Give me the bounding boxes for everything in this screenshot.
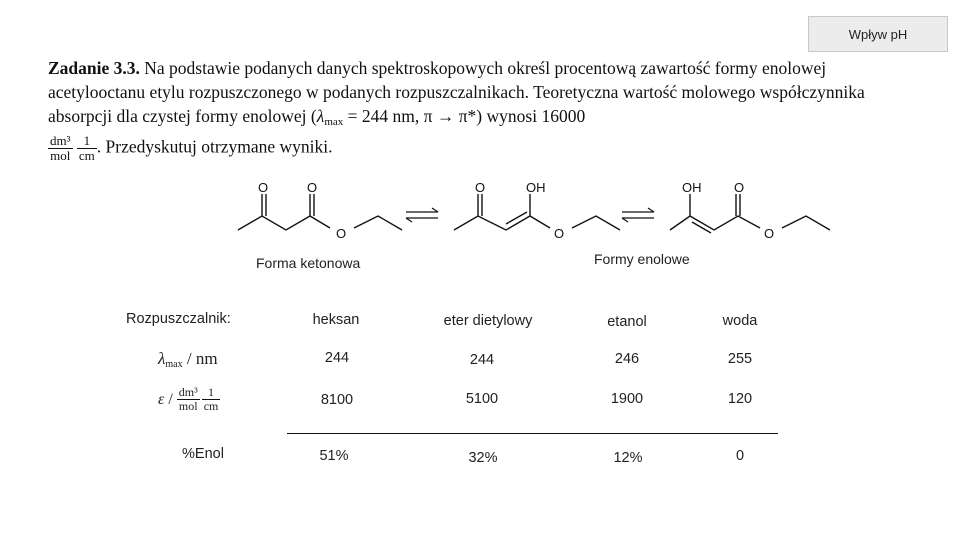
keto-oxygen-2: O <box>307 180 318 195</box>
enol-form-1-structure <box>454 194 620 230</box>
solvent-eter-dietylowy: eter dietylowy <box>443 313 533 329</box>
enol1-oxygen: O <box>475 180 486 195</box>
enol2-oxygen: O <box>734 180 745 195</box>
enol2-ester-oxygen: O <box>764 226 775 241</box>
epsilon-heksan: 8100 <box>320 392 354 408</box>
unit-fraction-volume <box>48 134 73 163</box>
lambda-row-unit: / nm <box>182 349 218 368</box>
tautomerism-scheme <box>230 172 840 252</box>
epsilon-woda: 120 <box>727 391 753 407</box>
table-separator-line <box>287 433 778 434</box>
epsilon-unit-den: mol <box>178 399 198 413</box>
task-text-part2: = 244 nm, π → π*) wynosi 16000 <box>343 106 586 126</box>
lambda-heksan: 244 <box>324 350 350 366</box>
enol-woda: 0 <box>735 448 745 464</box>
lambda-eter: 244 <box>469 352 495 368</box>
enol-etanol: 12% <box>613 450 643 466</box>
slide-tag <box>808 16 948 52</box>
lambda-symbol: λ <box>316 106 325 126</box>
lambda-subscript: max <box>324 116 344 128</box>
keto-oxygen-1: O <box>258 180 269 195</box>
lambda-etanol: 246 <box>614 351 640 367</box>
unit-fraction-length <box>77 134 97 163</box>
task-text-part1: Na podstawie podanych danych spektroskopowych określ procentową zawartość formy enolowej acetylooctanu etylu rozpuszczonego w podanych rozpuszczalnikach. Teoretyczna wartość molowego współczynnika absorpcji dla czystej formy enolowej ( <box>48 58 865 126</box>
enol-eter: 32% <box>468 450 498 466</box>
epsilon-row-label <box>158 386 220 413</box>
enol1-ester-oxygen: O <box>554 226 565 241</box>
unit-numerator-2: 1 <box>77 134 97 149</box>
epsilon-etanol: 1900 <box>610 391 644 407</box>
epsilon-unit-num: dm³ <box>178 385 198 399</box>
unit-denominator-2: cm <box>78 148 95 163</box>
equilibrium-arrow-2 <box>622 208 654 222</box>
epsilon-unit-num-2: 1 <box>202 386 221 400</box>
solvent-row-label: Rozpuszczalnik: <box>126 311 231 327</box>
keto-form-label: Forma ketonowa <box>256 255 361 271</box>
keto-ester-oxygen: O <box>336 226 347 241</box>
epsilon-unit-fraction-2 <box>202 386 221 413</box>
enol-form-2-structure <box>670 194 830 233</box>
keto-form-structure <box>238 194 402 230</box>
enol2-hydroxyl: OH <box>682 180 702 195</box>
enol-forms-label: Formy enolowe <box>594 251 690 267</box>
unit-denominator: mol <box>50 148 71 163</box>
task-statement <box>48 56 888 163</box>
lambda-row-symbol: λ <box>158 349 166 368</box>
lambda-row-label <box>158 349 218 370</box>
enol-heksan: 51% <box>319 448 349 464</box>
task-title: Zadanie 3.3. <box>48 58 140 78</box>
solvent-etanol: etanol <box>607 314 647 330</box>
solvent-heksan: heksan <box>312 312 360 328</box>
solvent-woda: woda <box>722 313 758 329</box>
epsilon-unit-fraction-1 <box>177 386 200 413</box>
epsilon-unit-den-2: cm <box>203 399 219 413</box>
epsilon-eter: 5100 <box>465 391 499 407</box>
epsilon-slash: / <box>164 390 177 408</box>
task-text-part3: . Przedyskutuj otrzymane wyniki. <box>96 136 333 157</box>
lambda-woda: 255 <box>727 351 753 367</box>
epsilon-symbol: ε <box>158 390 165 408</box>
enol-row-label: %Enol <box>182 446 224 462</box>
equilibrium-arrow-1 <box>406 208 438 222</box>
enol1-hydroxyl: OH <box>526 180 546 195</box>
lambda-row-subscript: max <box>165 359 183 370</box>
unit-numerator: dm³ <box>50 133 71 148</box>
slide-tag-label: Wpływ pH <box>848 26 908 42</box>
